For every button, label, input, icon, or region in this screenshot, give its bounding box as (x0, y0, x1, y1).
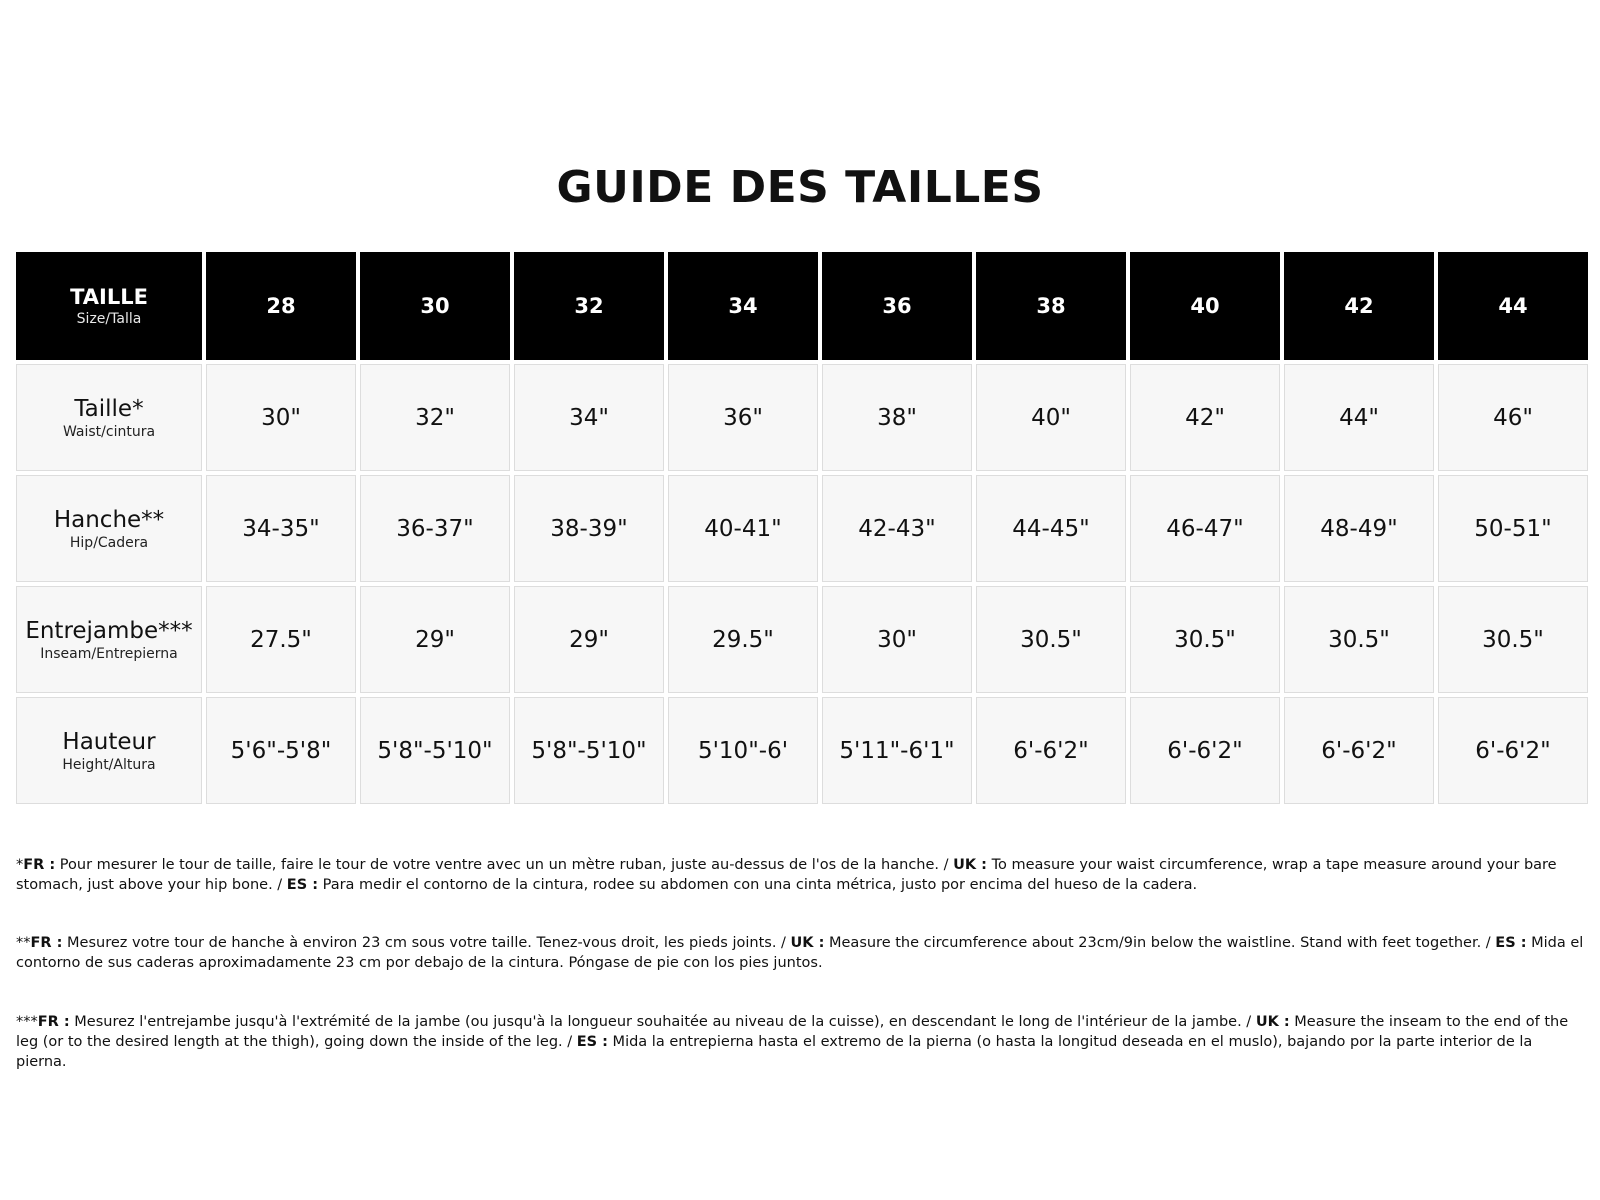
table-row-height (16, 697, 1588, 804)
header-size-value: 36 (882, 294, 912, 318)
footnote-marker: ** (16, 934, 31, 951)
row-label-cell (16, 364, 202, 471)
table-cell: 34" (514, 364, 664, 471)
footnote-fr-text: Mesurez l'entrejambe jusqu'à l'extrémité de la jambe (ou jusqu'à la longueur souhaitée au niveau de la cuisse), en descendant le long de l'intérieur de la jambe. / (69, 1013, 1256, 1030)
footnote-uk-label: UK : (1255, 1013, 1290, 1030)
footnote-fr-text: Mesurez votre tour de hanche à environ 23 cm sous votre taille. Tenez-vous droit, les pieds joints. / (62, 934, 791, 951)
row-label-sub: Height/Altura (62, 756, 156, 773)
header-size-value: 44 (1498, 294, 1528, 318)
row-label-main: Hauteur (62, 728, 156, 755)
footnote-uk-text: Measure the inseam to the end of the leg (or to the desired length at the thigh), going down the inside of the leg. / (16, 1013, 1569, 1050)
row-label-sub: Waist/cintura (62, 423, 156, 440)
header-size-cell (668, 252, 818, 360)
row-label-sub: Hip/Cadera (69, 534, 149, 551)
footnote-uk-label: UK : (790, 934, 825, 951)
footnote-fr-label: FR : (23, 856, 56, 873)
row-label-main: Hanche** (53, 506, 165, 533)
header-size-cell (1284, 252, 1434, 360)
header-size-value: 42 (1344, 294, 1374, 318)
table-cell: 36-37" (360, 475, 510, 582)
footnote-es-label: ES : (1495, 934, 1527, 951)
footnote-marker: *** (16, 1013, 38, 1030)
table-cell: 5'8"-5'10" (514, 697, 664, 804)
header-size-value: 28 (266, 294, 296, 318)
footnote-marker: * (16, 856, 24, 873)
table-cell: 6'-6'2" (1438, 697, 1588, 804)
table-cell: 5'10"-6' (668, 697, 818, 804)
table-header-row (16, 252, 1588, 360)
table-cell: 6'-6'2" (976, 697, 1126, 804)
header-size-cell (822, 252, 972, 360)
table-cell: 36" (668, 364, 818, 471)
table-cell: 29" (514, 586, 664, 693)
footnote-es-label: ES : (576, 1033, 608, 1050)
table-cell: 44-45" (976, 475, 1126, 582)
header-size-cell (1130, 252, 1280, 360)
table-cell: 46-47" (1130, 475, 1280, 582)
footnote-es-text: Mida la entrepierna hasta el extremo de la pierna (o hasta la longitud deseada en el muslo), bajando por la parte interior de la pierna. (16, 1033, 1533, 1070)
table-cell: 30.5" (1438, 586, 1588, 693)
table-row-inseam (16, 586, 1588, 693)
footnote-es-label: ES : (286, 876, 318, 893)
table-cell: 30.5" (1284, 586, 1434, 693)
table-cell: 30.5" (1130, 586, 1280, 693)
footnote-es-text: Para medir el contorno de la cintura, rodee su abdomen con una cinta métrica, justo por encima del hueso de la cadera. (318, 876, 1198, 893)
table-cell: 34-35" (206, 475, 356, 582)
table-cell: 32" (360, 364, 510, 471)
table-cell: 50-51" (1438, 475, 1588, 582)
footnote-hip (16, 933, 1586, 973)
table-cell: 5'11"-6'1" (822, 697, 972, 804)
table-cell: 48-49" (1284, 475, 1434, 582)
header-size-value: 38 (1036, 294, 1066, 318)
size-chart-table (12, 248, 1592, 808)
footnote-waist (16, 855, 1586, 895)
header-size-value: 32 (574, 294, 604, 318)
table-cell: 46" (1438, 364, 1588, 471)
header-label-main: TAILLE (70, 285, 148, 309)
table-cell: 6'-6'2" (1284, 697, 1434, 804)
header-size-value: 40 (1190, 294, 1220, 318)
table-cell: 38-39" (514, 475, 664, 582)
header-size-value: 30 (420, 294, 450, 318)
footnote-uk-text: Measure the circumference about 23cm/9in below the waistline. Stand with feet together. / (824, 934, 1496, 951)
header-size-cell (206, 252, 356, 360)
table-cell: 42" (1130, 364, 1280, 471)
table-cell: 29" (360, 586, 510, 693)
table-cell: 5'6"-5'8" (206, 697, 356, 804)
footnote-fr-label: FR : (37, 1013, 70, 1030)
footnote-es-text: Mida el contorno de sus caderas aproximadamente 23 cm por debajo de la cintura. Póngase de pie con los pies juntos. (16, 934, 1584, 971)
table-cell: 38" (822, 364, 972, 471)
footnote-uk-label: UK : (953, 856, 987, 873)
row-label-sub: Inseam/Entrepierna (40, 645, 178, 662)
row-label-cell (16, 586, 202, 693)
table-cell: 30" (206, 364, 356, 471)
footnote-fr-text: Pour mesurer le tour de taille, faire le tour de votre ventre avec un un mètre ruban, juste au-dessus de l'os de la hanche. / (55, 856, 954, 873)
header-size-cell (976, 252, 1126, 360)
row-label-main: Taille* (74, 395, 144, 422)
table-cell: 6'-6'2" (1130, 697, 1280, 804)
header-size-cell (360, 252, 510, 360)
table-cell: 27.5" (206, 586, 356, 693)
table-cell: 40-41" (668, 475, 818, 582)
table-cell: 30.5" (976, 586, 1126, 693)
table-cell: 30" (822, 586, 972, 693)
header-size-cell (1438, 252, 1588, 360)
table-row-waist (16, 364, 1588, 471)
footnote-uk-text: To measure your waist circumference, wrap a tape measure around your bare stomach, just above your hip bone. / (16, 856, 1557, 893)
table-cell: 40" (976, 364, 1126, 471)
footnote-fr-label: FR : (30, 934, 63, 951)
table-row-hip (16, 475, 1588, 582)
footnote-inseam (16, 1012, 1586, 1072)
row-label-main: Entrejambe*** (25, 617, 193, 644)
header-label-sub: Size/Talla (76, 311, 142, 327)
table-cell: 29.5" (668, 586, 818, 693)
row-label-cell (16, 475, 202, 582)
table-cell: 42-43" (822, 475, 972, 582)
header-size-value: 34 (728, 294, 758, 318)
table-cell: 44" (1284, 364, 1434, 471)
table-cell: 5'8"-5'10" (360, 697, 510, 804)
page-title: GUIDE DES TAILLES (556, 162, 1044, 213)
row-label-cell (16, 697, 202, 804)
header-size-cell (514, 252, 664, 360)
header-label-cell (16, 252, 202, 360)
